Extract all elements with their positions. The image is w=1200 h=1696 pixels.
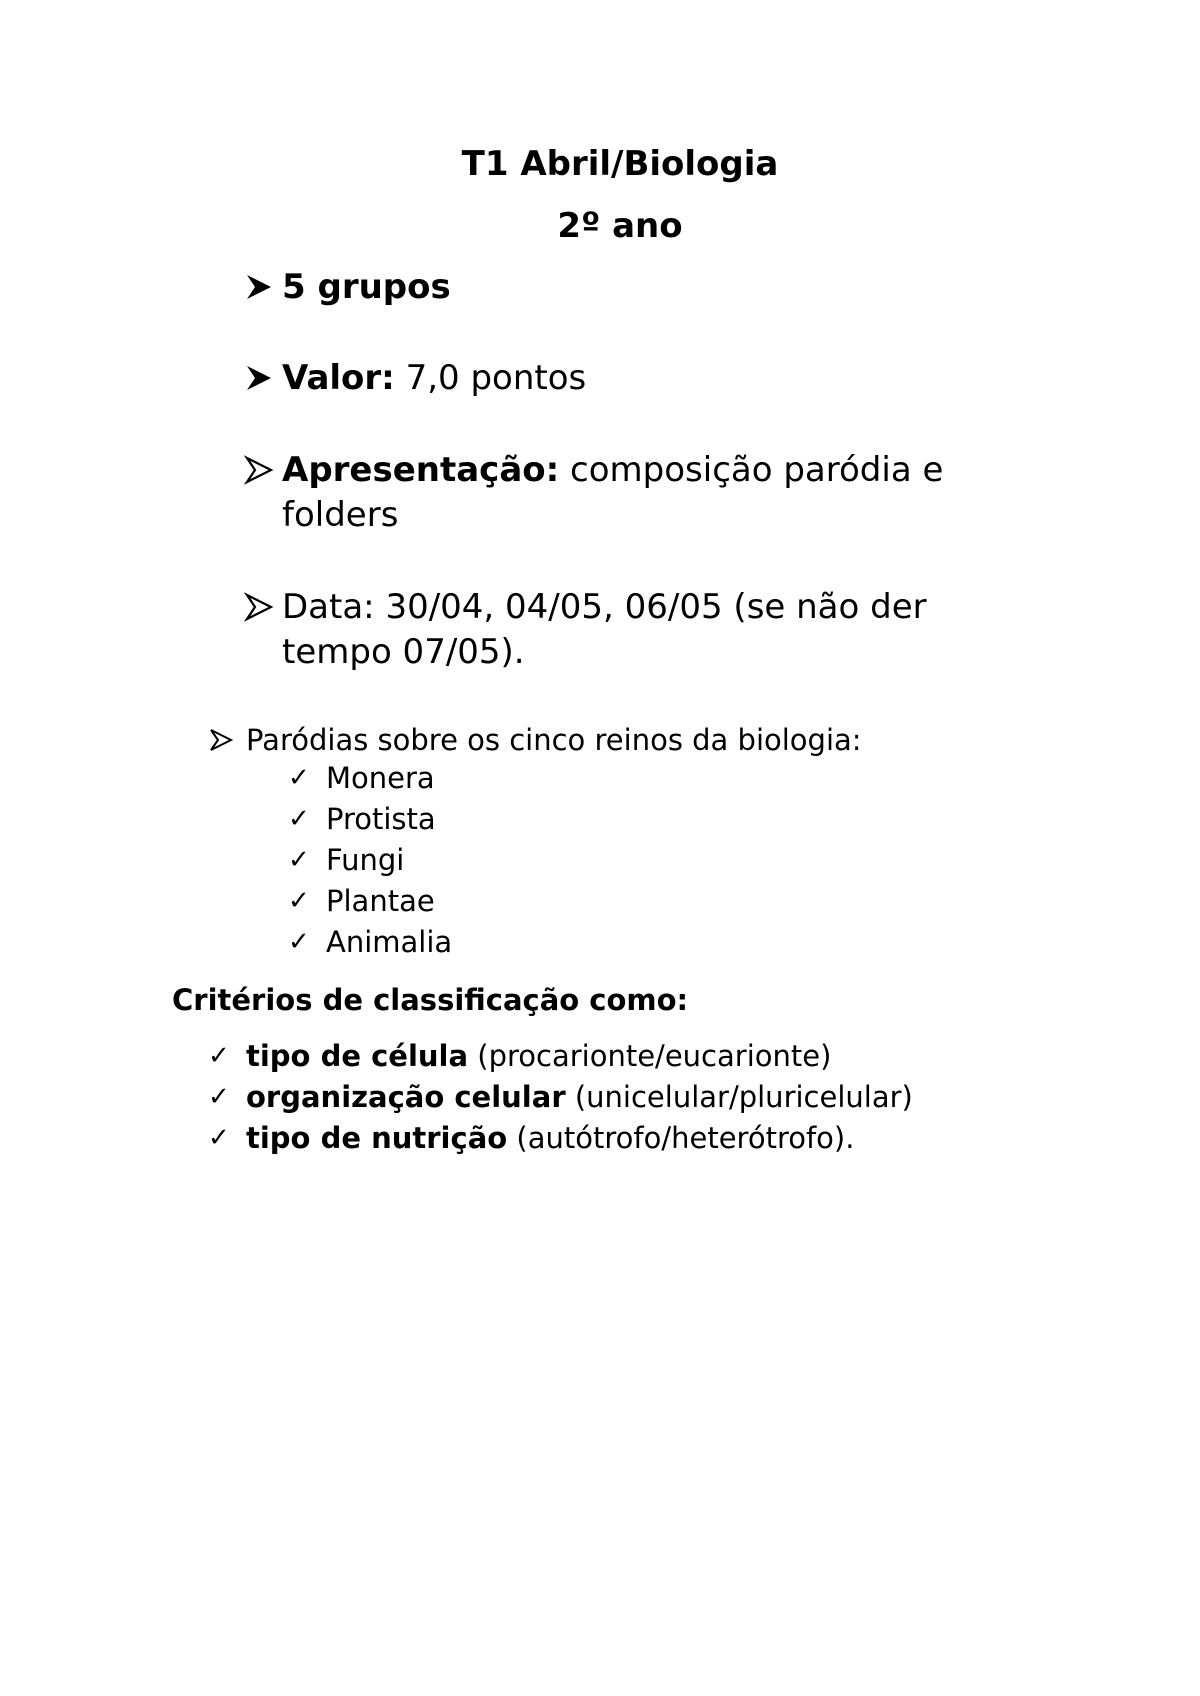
item-text: composição paródia e folders (282, 450, 944, 535)
document-subtitle: 2º ano (557, 206, 683, 246)
checkmark-icon: ✓ (208, 1123, 230, 1153)
kingdom-list (288, 758, 452, 963)
list-item (288, 922, 452, 963)
criteria-title: Critérios de classificação como: (172, 983, 689, 1017)
arrowhead-bullet-icon (244, 448, 278, 493)
criteria-text: (autótrofo/heterótrofo). (507, 1121, 855, 1155)
criteria-label: organização celular (246, 1080, 566, 1114)
arrowhead-bullet-icon (244, 356, 278, 401)
arrowhead-bullet-icon (244, 265, 278, 310)
criteria-list (208, 1036, 913, 1159)
kingdom-name: Monera (326, 761, 435, 795)
checkmark-icon: ✓ (288, 927, 310, 957)
list-item-presentation (244, 448, 1004, 538)
list-item-groups (244, 265, 1004, 310)
document-title: T1 Abril/Biologia (461, 144, 779, 184)
item-text: Data: 30/04, 04/05, 06/05 (se não der tempo 07/05). (282, 587, 927, 672)
item-text: 7,0 pontos (394, 358, 587, 398)
criteria-label: tipo de nutrição (246, 1121, 508, 1155)
item-label: Apresentação: (282, 450, 560, 490)
checkmark-icon: ✓ (288, 804, 310, 834)
item-label: 5 grupos (282, 267, 451, 307)
arrowhead-bullet-icon (208, 720, 238, 760)
arrowhead-bullet-icon (244, 585, 278, 630)
criteria-label: tipo de célula (246, 1039, 469, 1073)
list-item (288, 758, 452, 799)
list-item-date (244, 585, 1004, 675)
item-label: Valor: (282, 358, 395, 398)
kingdom-name: Animalia (326, 925, 453, 959)
criteria-text: (procarionte/eucarionte) (468, 1039, 832, 1073)
parodias-heading (208, 720, 1008, 760)
list-item-value (244, 356, 1004, 401)
kingdom-name: Protista (326, 802, 436, 836)
checkmark-icon: ✓ (208, 1082, 230, 1112)
kingdom-name: Plantae (326, 884, 435, 918)
list-item (288, 840, 452, 881)
checkmark-icon: ✓ (288, 763, 310, 793)
list-item (288, 799, 452, 840)
parodias-intro: Paródias sobre os cinco reinos da biologia: (246, 723, 862, 757)
list-item (288, 881, 452, 922)
list-item (208, 1077, 913, 1118)
list-item (208, 1036, 913, 1077)
list-item (208, 1118, 913, 1159)
kingdom-name: Fungi (326, 843, 405, 877)
criteria-text: (unicelular/pluricelular) (565, 1080, 913, 1114)
checkmark-icon: ✓ (208, 1041, 230, 1071)
checkmark-icon: ✓ (288, 886, 310, 916)
checkmark-icon: ✓ (288, 845, 310, 875)
